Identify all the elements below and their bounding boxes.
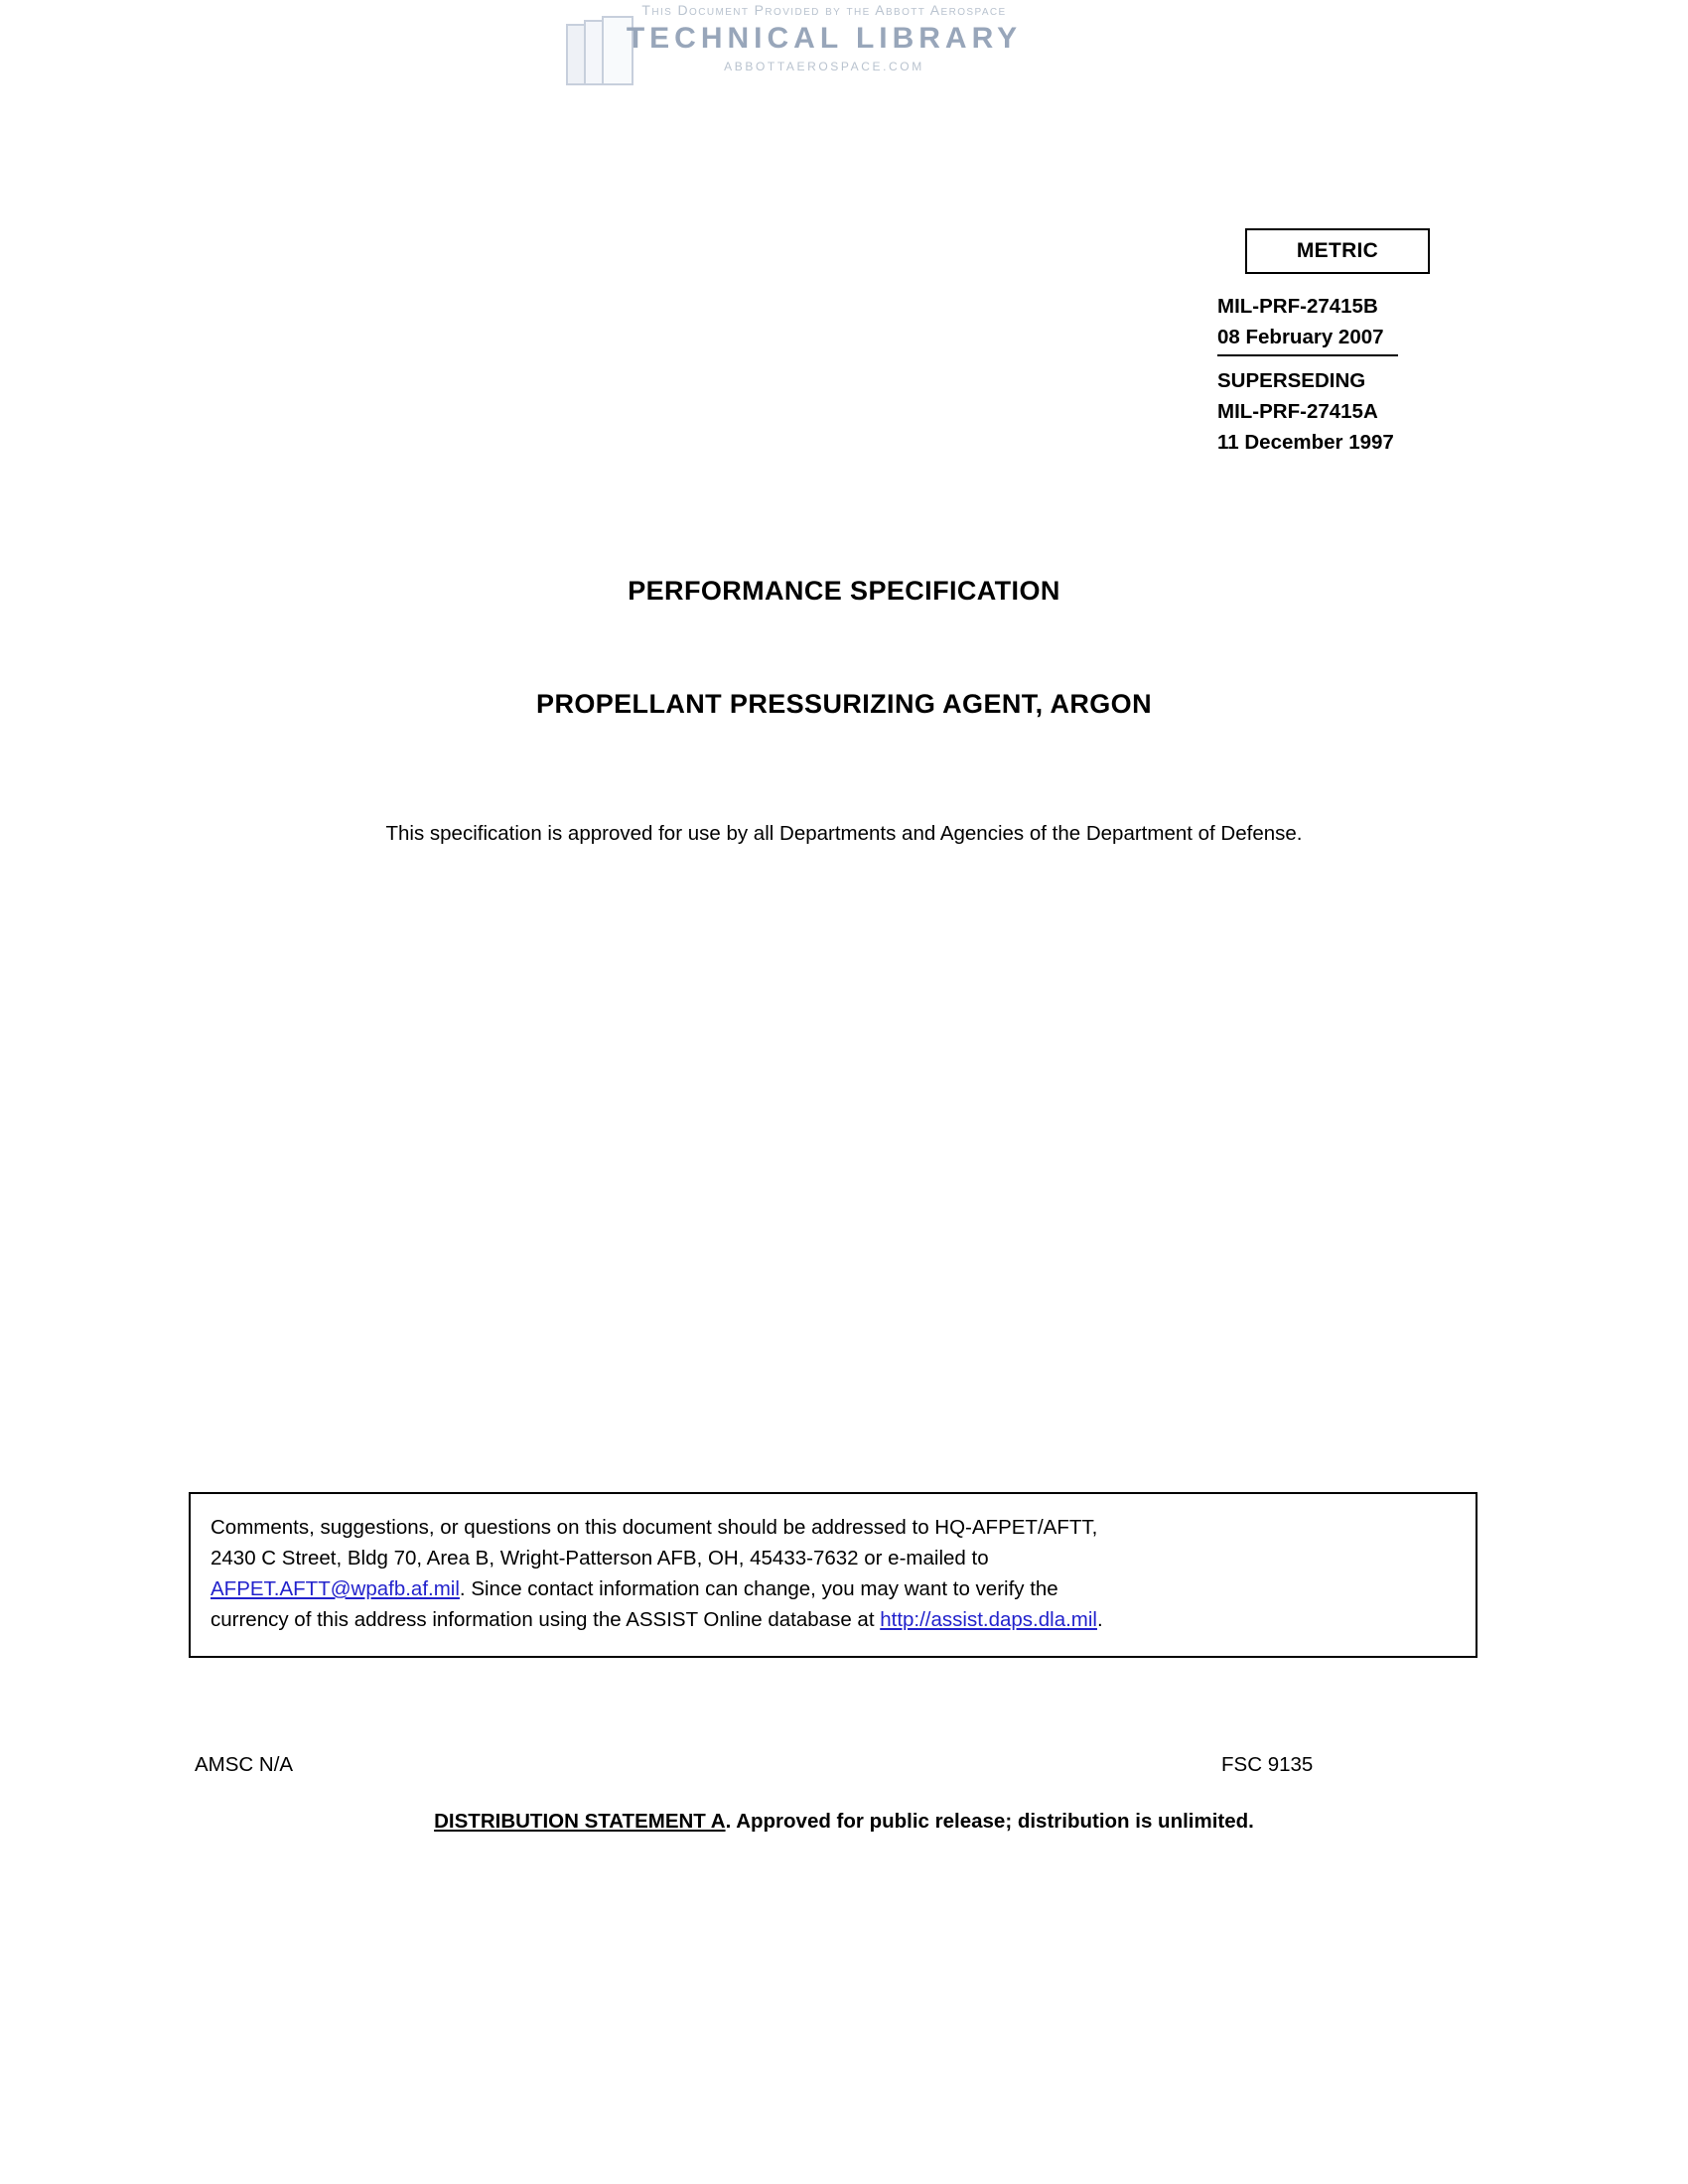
watermark-line-2: TECHNICAL LIBRARY: [626, 22, 1023, 55]
metric-badge: [1245, 228, 1430, 274]
watermark-line-3: ABBOTTAEROSPACE.COM: [724, 60, 924, 73]
document-date: 08 February 2007: [1217, 322, 1398, 356]
watermark-inner: [556, 2, 1092, 101]
document-identification-block: [1217, 291, 1515, 458]
comments-box: [189, 1492, 1477, 1658]
comments-line-4-pre: currency of this address information using the ASSIST Online database at: [211, 1608, 881, 1631]
watermark-banner: [0, 0, 1688, 109]
superseded-document-number: MIL-PRF-27415A: [1217, 400, 1378, 423]
page-title: PERFORMANCE SPECIFICATION: [628, 576, 1060, 606]
email-link[interactable]: AFPET.AFTT@wpafb.af.mil: [211, 1577, 460, 1600]
page-subtitle: PROPELLANT PRESSURIZING AGENT, ARGON: [536, 689, 1152, 719]
comments-line-4: [211, 1604, 1456, 1635]
assist-database-link[interactable]: http://assist.daps.dla.mil: [880, 1608, 1097, 1631]
comments-line-3: [211, 1573, 1456, 1604]
comments-line-4-post: .: [1096, 1608, 1103, 1631]
comments-line-3-rest: . Since contact information can change, you may want to verify the: [459, 1577, 1058, 1600]
distribution-statement-heading: DISTRIBUTION STATEMENT A: [434, 1810, 726, 1833]
amsc-code: AMSC N/A: [195, 1753, 294, 1776]
comments-line-1: Comments, suggestions, or questions on this document should be addressed to HQ-AFPET/AFTT,: [211, 1516, 1098, 1539]
metric-label: METRIC: [1296, 239, 1379, 262]
comments-line-2: 2430 C Street, Bldg 70, Area B, Wright-Patterson AFB, OH, 45433-7632 or e-mailed to: [211, 1547, 989, 1570]
watermark-line-1: This Document Provided by the Abbott Aerospace: [641, 2, 1007, 18]
fsc-code: FSC 9135: [1221, 1753, 1314, 1776]
document-number: MIL-PRF-27415B: [1217, 295, 1378, 318]
distribution-statement: [0, 1810, 1688, 1834]
superseded-document-date: 11 December 1997: [1217, 431, 1394, 454]
distribution-statement-text: . Approved for public release; distribution is unlimited.: [725, 1810, 1254, 1833]
approval-statement: This specification is approved for use by all Departments and Agencies of the Department of Defense.: [385, 822, 1303, 845]
superseding-label: SUPERSEDING: [1217, 369, 1366, 392]
